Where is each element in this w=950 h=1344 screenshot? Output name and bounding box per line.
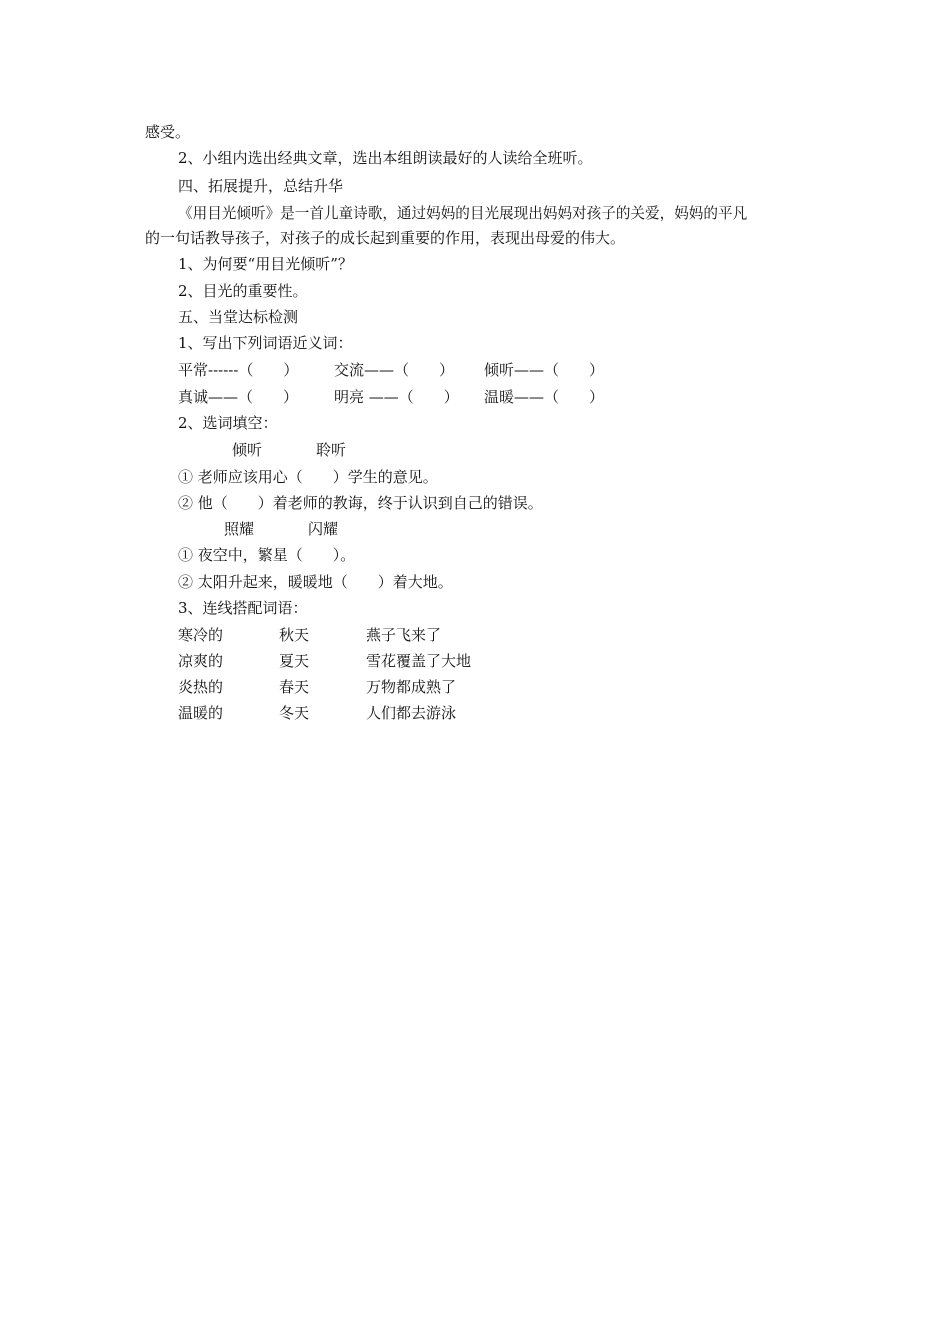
matching-adjective: 凉爽的	[178, 652, 224, 670]
matching-phrase: 燕子飞来了	[366, 626, 442, 644]
word-choice: 倾听	[232, 441, 263, 459]
exercise-title: 1、写出下列词语近义词：	[178, 334, 353, 352]
word-choice: 闪耀	[308, 520, 339, 538]
matching-adjective: 炎热的	[178, 678, 224, 696]
question-item: 1、为何要“用目光倾听”？	[178, 255, 353, 273]
synonym-item: 平常------（ ）	[178, 361, 299, 379]
synonym-item: 交流——（ ）	[334, 361, 455, 379]
matching-season: 春天	[279, 678, 310, 696]
paragraph-line: 的一句话教导孩子，对孩子的成长起到重要的作用，表现出母爱的伟大。	[145, 229, 626, 247]
synonym-item: 真诚——（ ）	[178, 388, 299, 406]
fill-blank-item: ② 太阳升起来，暖暖地（ ）着大地。	[178, 573, 453, 591]
matching-season: 冬天	[279, 704, 310, 722]
fill-blank-item: ① 夜空中，繁星（ ）。	[178, 546, 356, 564]
section-heading: 四、拓展提升，总结升华	[178, 177, 344, 195]
matching-phrase: 人们都去游泳	[366, 704, 457, 722]
matching-adjective: 寒冷的	[178, 626, 224, 644]
section-heading: 五、当堂达标检测	[178, 308, 299, 326]
paragraph-line: 感受。	[145, 123, 191, 141]
synonym-item: 倾听——（ ）	[484, 361, 605, 379]
word-choice: 聆听	[316, 441, 347, 459]
word-choice: 照耀	[224, 520, 255, 538]
matching-season: 夏天	[279, 652, 310, 670]
paragraph-line: 2、小组内选出经典文章，选出本组朗读最好的人读给全班听。	[178, 149, 593, 167]
synonym-item: 明亮 ——（ ）	[334, 388, 459, 406]
matching-season: 秋天	[279, 626, 310, 644]
question-item: 2、目光的重要性。	[178, 282, 308, 300]
matching-adjective: 温暖的	[178, 704, 224, 722]
fill-blank-item: ① 老师应该用心（ ）学生的意见。	[178, 468, 438, 486]
matching-phrase: 万物都成熟了	[366, 678, 457, 696]
fill-blank-item: ② 他（ ）着老师的教诲，终于认识到自己的错误。	[178, 494, 543, 512]
exercise-title: 2、选词填空：	[178, 414, 278, 432]
exercise-title: 3、连线搭配词语：	[178, 599, 308, 617]
matching-phrase: 雪花覆盖了大地	[366, 652, 472, 670]
synonym-item: 温暖——（ ）	[484, 388, 605, 406]
paragraph-line: 《用目光倾听》是一首儿童诗歌，通过妈妈的目光展现出妈妈对孩子的关爱，妈妈的平凡	[178, 205, 748, 222]
